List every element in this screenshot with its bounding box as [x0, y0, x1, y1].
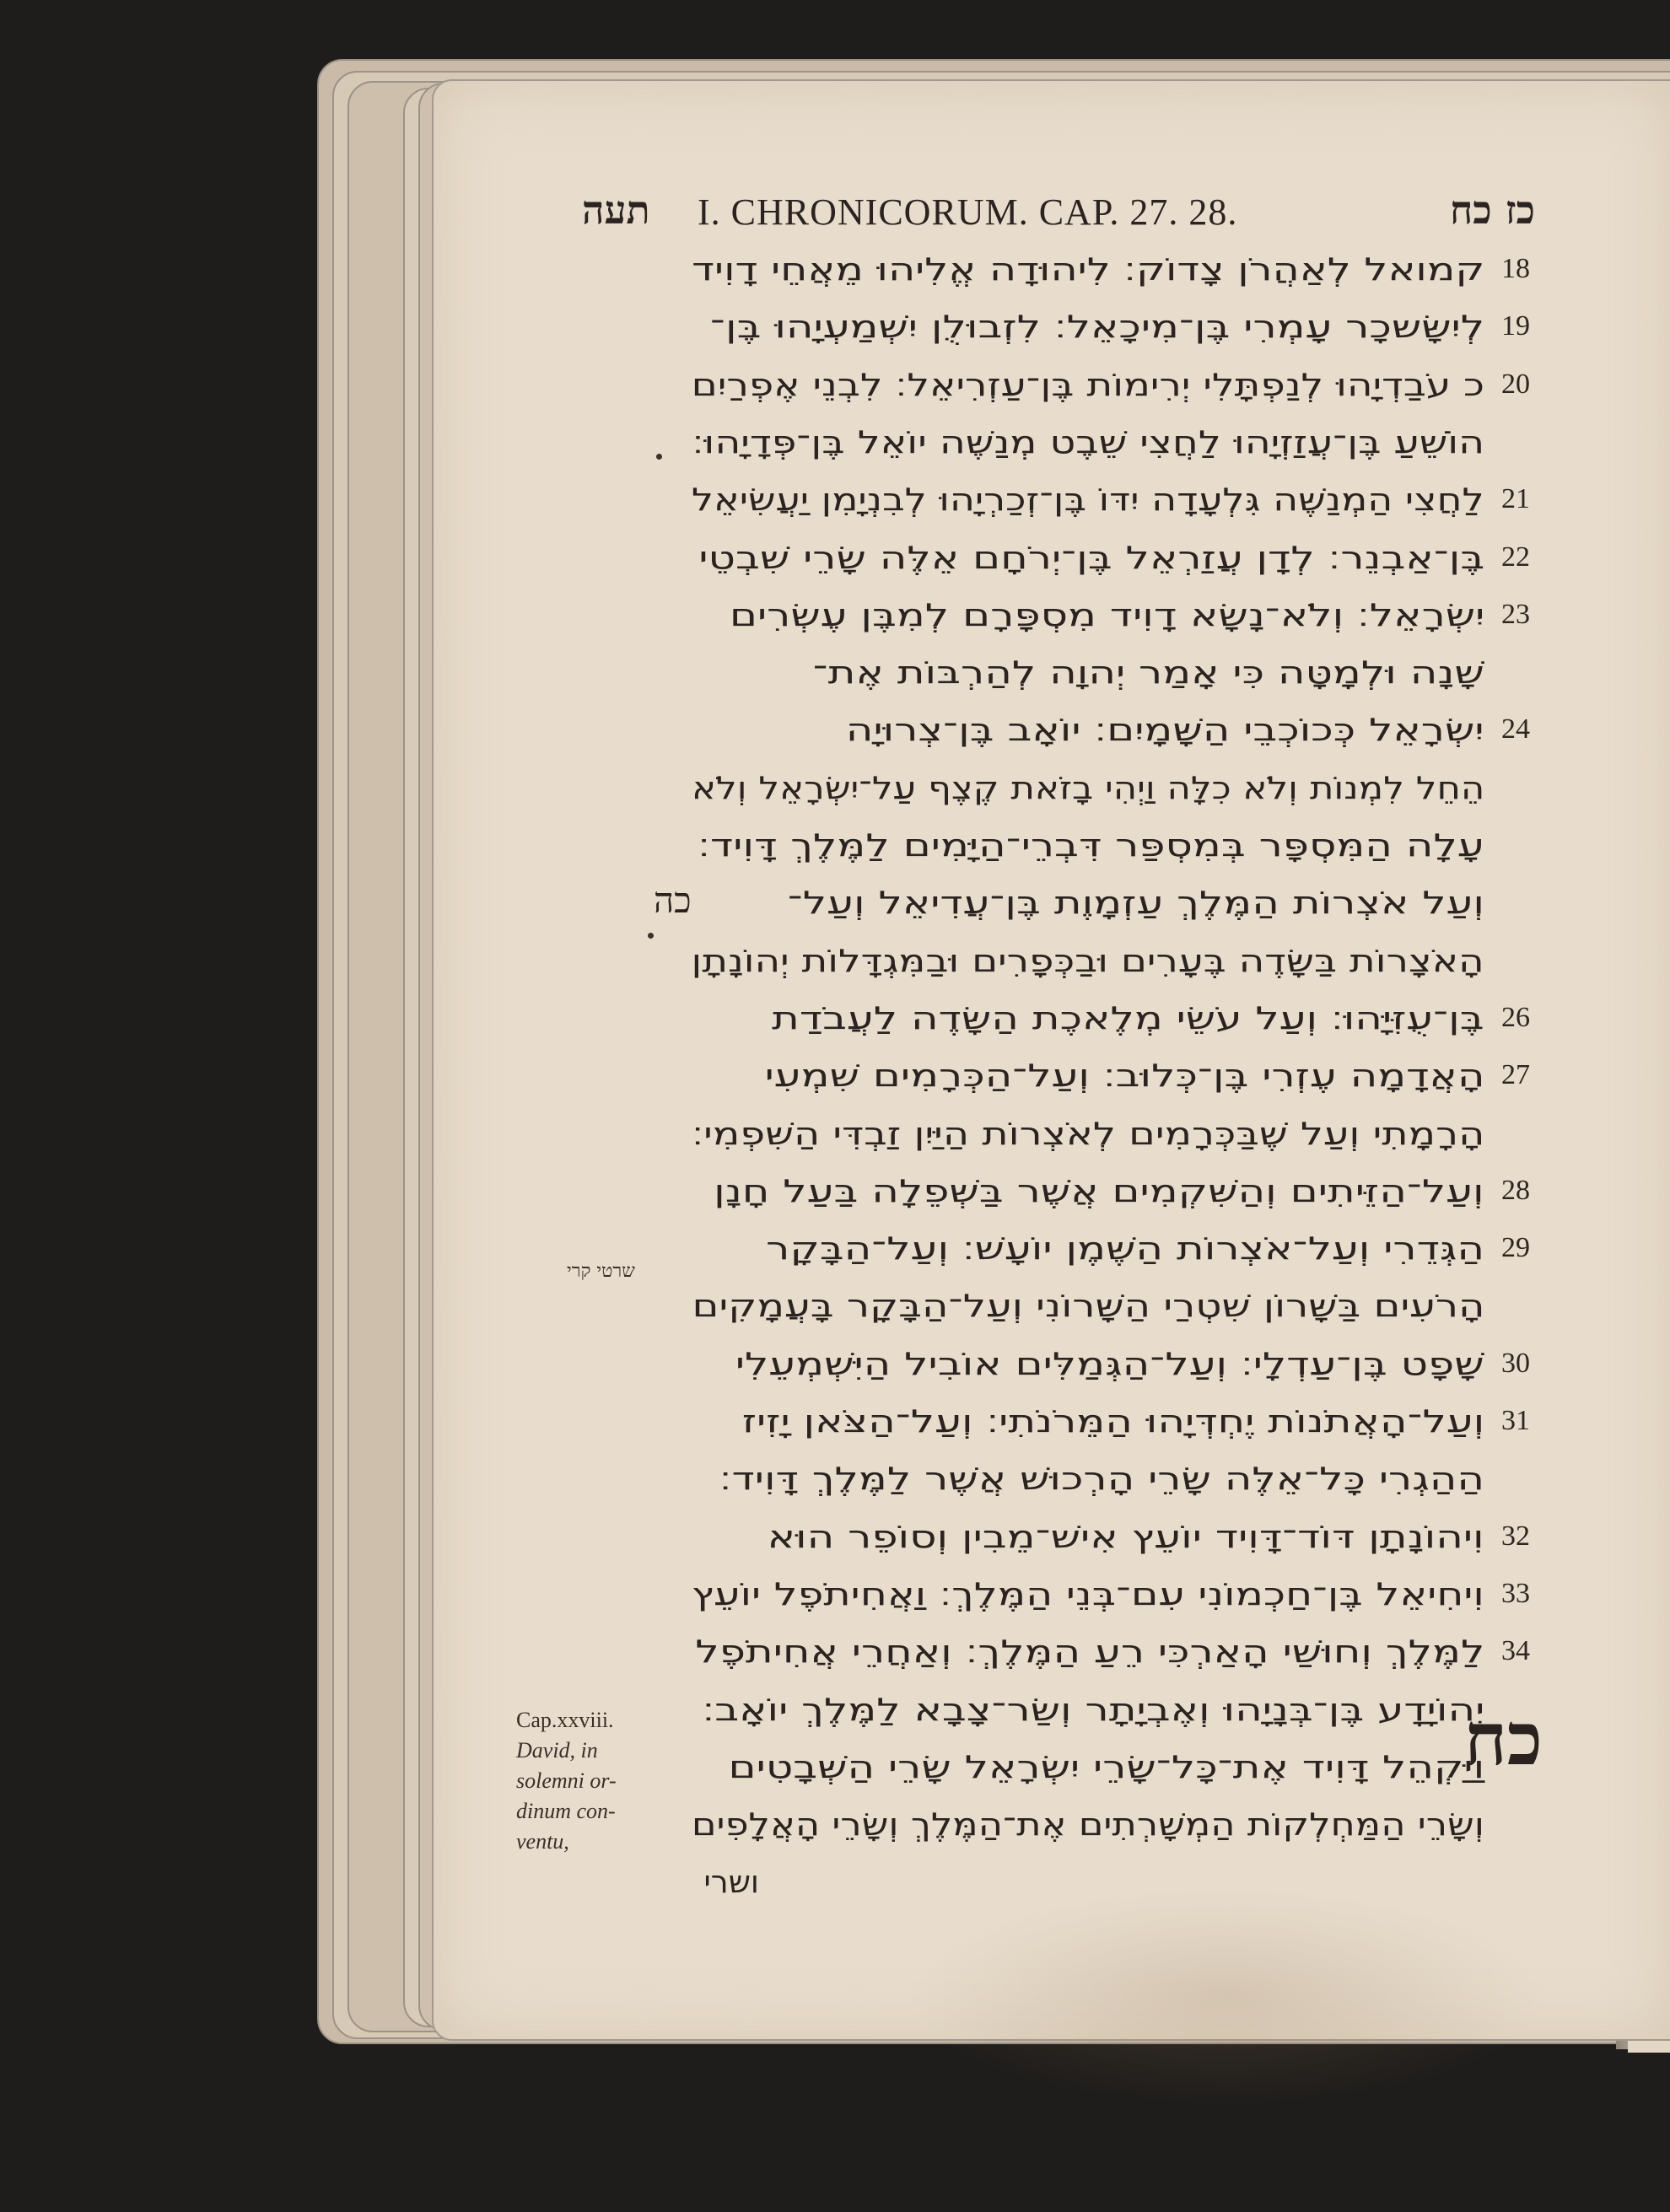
text-line	[658, 1450, 1535, 1508]
chapter-heading: כז כח	[1449, 187, 1535, 233]
verse-number: 26	[1501, 1001, 1530, 1033]
margin-note-line: David, in	[516, 1738, 598, 1763]
text-line	[658, 1509, 1535, 1566]
verse-number: 34	[1501, 1635, 1530, 1667]
verse-number: 27	[1501, 1059, 1530, 1091]
text-line	[658, 1796, 1535, 1854]
verse-number: 29	[1501, 1232, 1530, 1264]
verse-number: 21	[1501, 483, 1530, 515]
verse-text: וְעַל־הַזֵּיתִים וְהַשִּׁקְמִים אֲשֶׁר בַּשְּׁפֵלָה בַּעַל חָנָן	[714, 1172, 1484, 1209]
verse-text: שָׁנָה וּלְמָטָּה כִּי אָמַר יְהוָה לְהַרְבּוֹת אֶת־	[812, 654, 1484, 692]
verse-number: 24	[1501, 713, 1530, 745]
verse-number: 28	[1501, 1174, 1530, 1206]
verse-text: וְעַל־הָאֲתֹנוֹת יֶחְדְּיָהוּ הַמֵּרֹנֹתִי׃ וְעַל־הַצֹּאן יָזִיז	[741, 1403, 1484, 1440]
verse-number: 33	[1501, 1577, 1530, 1609]
text-line	[658, 1047, 1535, 1105]
margin-note-line: Cap.xxviii.	[516, 1708, 614, 1732]
verse-text: וִיחִיאֵל בֶּן־חַכְמוֹנִי עִם־בְּנֵי הַמֶּלֶךְ׃ וַאֲחִיתֹפֶל יוֹעֵץ	[691, 1575, 1484, 1612]
folio-number: תעה	[582, 187, 650, 233]
verse-text: עָלָה הַמִּסְפָּר בְּמִסְפַּר דִּבְרֵי־הַיָּמִים לַמֶּלֶךְ דָּוִיד׃	[698, 827, 1484, 864]
margin-note-line: ventu,	[516, 1829, 569, 1854]
verse-text: הֵחֵל לִמְנוֹת וְלֹא כִלָּה וַיְהִי בָזֹאת קֶצֶף עַל־יִשְׂרָאֵל וְלֹא	[691, 769, 1484, 806]
verse-text: יִשְׂרָאֵל׃ וְלֹא־נָשָׂא דָוִיד מִסְפָּרָם לְמִבֶּן עֶשְׂרִים	[729, 596, 1484, 633]
text-line	[658, 414, 1535, 471]
text-line	[658, 760, 1535, 817]
verse-text: הַהַגְרִי כָּל־אֵלֶּה שָׂרֵי הָרְכוּשׁ אֲשֶׁר לַמֶּלֶךְ דָּוִיד׃	[719, 1461, 1484, 1498]
verse-text: בֶּן־אַבְנֵר׃ לְדָן עֲזַרְאֵל בֶּן־יְרֹחָם אֵלֶּה שָׂרֵי שִׁבְטֵי	[698, 539, 1484, 576]
qere-note: שרטי קרי	[567, 1261, 635, 1282]
text-line	[658, 1739, 1535, 1796]
text-line	[658, 1623, 1535, 1681]
verse-number: 18	[1501, 253, 1530, 284]
text-line	[658, 1336, 1535, 1393]
text-line	[658, 1220, 1535, 1278]
text-line	[658, 1106, 1535, 1163]
verse-number: 19	[1501, 310, 1530, 342]
verse-number: 31	[1501, 1405, 1530, 1436]
text-line	[658, 817, 1535, 875]
verse-text: קמואל לְאַהֲרֹן צָדוֹק׃ לִיהוּדָה אֱלִיהוּ מֵאֲחֵי דָוִיד	[691, 251, 1484, 288]
verse-text: לַחֲצִי הַמְנַשֶּׁה גִּלְעָדָה יִדּוֹ בֶּן־זְכַרְיָהוּ לְבִנְיָמִן יַעֲשִׂיאֵל	[692, 482, 1484, 519]
verse-text: ושרי	[703, 1864, 759, 1901]
text-line	[658, 933, 1535, 990]
text-line	[658, 530, 1535, 587]
text-line	[658, 299, 1535, 356]
verse-text: וְשָׂרֵי הַמַּחְלְקוֹת הַמְשָׁרְתִים אֶת־הַמֶּלֶךְ וְשָׂרֵי הָאֲלָפִים	[691, 1806, 1484, 1843]
verse-text: וְעַל אֹצְרוֹת הַמֶּלֶךְ עַזְמָוֶת בֶּן־עֲדִיאֵל וְעַל־	[787, 885, 1484, 922]
text-line	[658, 702, 1535, 759]
verse-text: יְהוֹיָדָע בֶּן־בְּנָיָהוּ וְאֶבְיָתָר וְשַׂר־צָבָא לַמֶּלֶךְ יוֹאָב׃	[702, 1691, 1484, 1728]
text-line	[658, 1566, 1535, 1623]
verse-text: לַמֶּלֶךְ וְחוּשַׁי הָאַרְכִּי רֵעַ הַמֶּלֶךְ׃ וְאַחֲרֵי אֲחִיתֹפֶל	[694, 1633, 1484, 1671]
verse-text: הָרָמָתִי וְעַל שֶׁבַּכְּרָמִים לְאֹצְרוֹת הַיַּיִן זַבְדִּי הַשִּׁפְמִי׃	[691, 1115, 1484, 1152]
text-line	[658, 1278, 1535, 1335]
text-line	[658, 1854, 1535, 1911]
text-line	[658, 990, 1535, 1047]
text-line	[658, 471, 1535, 529]
chapter-number-28: כח	[1464, 1697, 1543, 1782]
verse-text: הָאֲדָמָה עֶזְרִי בֶּן־כְּלוּב׃ וְעַל־הַכְּרָמִים שִׁמְעִי	[764, 1058, 1484, 1095]
verse-text: הָאֹצָרוֹת בַּשָּׂדֶה בֶּעָרִים וּבַכְּפָרִים וּבַמִּגְדָּלוֹת יְהוֹנָתָן	[691, 942, 1484, 979]
text-line	[658, 357, 1535, 414]
text-line	[658, 1393, 1535, 1450]
margin-note	[516, 1705, 643, 1857]
verse-text: הָרֹעִים בַּשָּׁרוֹן שִׁטְרַי הַשָּׁרוֹנִי וְעַל־הַבָּקָר בָּעֲמָקִים	[692, 1288, 1484, 1325]
text-line	[658, 241, 1535, 299]
running-header	[582, 187, 1535, 241]
verse-text: הַגְּדֵרִי וְעַל־אֹצְרוֹת הַשֶּׁמֶן יוֹעָשׁ׃ וְעַל־הַבָּקָר	[766, 1230, 1484, 1267]
verse-number: 20	[1501, 368, 1530, 400]
text-line	[654, 875, 1535, 932]
verse-text: וִיהוֹנָתָן דּוֹד־דָּוִיד יוֹעֵץ אִישׁ־מֵבִין וְסוֹפֵר הוּא	[767, 1518, 1484, 1555]
verse-number: 30	[1501, 1347, 1530, 1379]
verse-text: שָׁפָט בֶּן־עַדְלָי׃ וְעַל־הַגְּמַלִּים אוֹבִיל הַיִּשְׁמְעֵלִי	[735, 1345, 1484, 1382]
verse-number: 22	[1501, 541, 1530, 573]
text-line	[658, 1163, 1535, 1220]
verse-text: לְיִשָּׂשכָר עָמְרִי בֶּן־מִיכָאֵל׃ לִזְבוּלֻן יִשְׁמַעְיָהוּ בֶּן־	[709, 309, 1484, 346]
verse-text: בֶּן־עֻזִּיָּהוּ׃ וְעַל עֹשֵׂי מְלֶאכֶת הַשָּׂדֶה לַעֲבֹדַת	[772, 999, 1484, 1036]
verse-number: כה	[654, 880, 692, 922]
verse-number: 32	[1501, 1520, 1530, 1552]
book-title: I. CHRONICORUM. CAP. 27. 28.	[698, 191, 1238, 233]
verse-text: וַיַּקְהֵל דָּוִיד אֶת־כָּל־שָׂרֵי יִשְׂרָאֵל שָׂרֵי הַשְּׁבָטִים	[728, 1748, 1484, 1785]
text-line	[658, 1682, 1535, 1739]
margin-note-line: solemni or-	[516, 1768, 617, 1793]
verse-number: 23	[1501, 598, 1530, 630]
verse-text: יִשְׂרָאֵל כְּכוֹכְבֵי הַשָּׁמָיִם׃ יוֹאָב בֶּן־צְרוּיָה	[846, 712, 1484, 749]
verse-text: הוֹשֵׁעַ בֶּן־עֲזַזְיָהוּ לַחֲצִי שֵׁבֶט מְנַשֶּׁה יוֹאֵל בֶּן־פְּדָיָהוּ׃	[692, 423, 1484, 460]
text-line	[658, 587, 1535, 644]
page-stain	[906, 1886, 1547, 2105]
text-line	[658, 644, 1535, 702]
ink-dot	[648, 933, 654, 939]
verse-text: כ עֹבַדְיָהוּ לְנַפְתָּלִי יְרִימוֹת בֶּן־עַזְרִיאֵל׃ לִבְנֵי אֶפְרַיִם	[691, 366, 1484, 403]
margin-note-line: dinum con-	[516, 1799, 616, 1823]
